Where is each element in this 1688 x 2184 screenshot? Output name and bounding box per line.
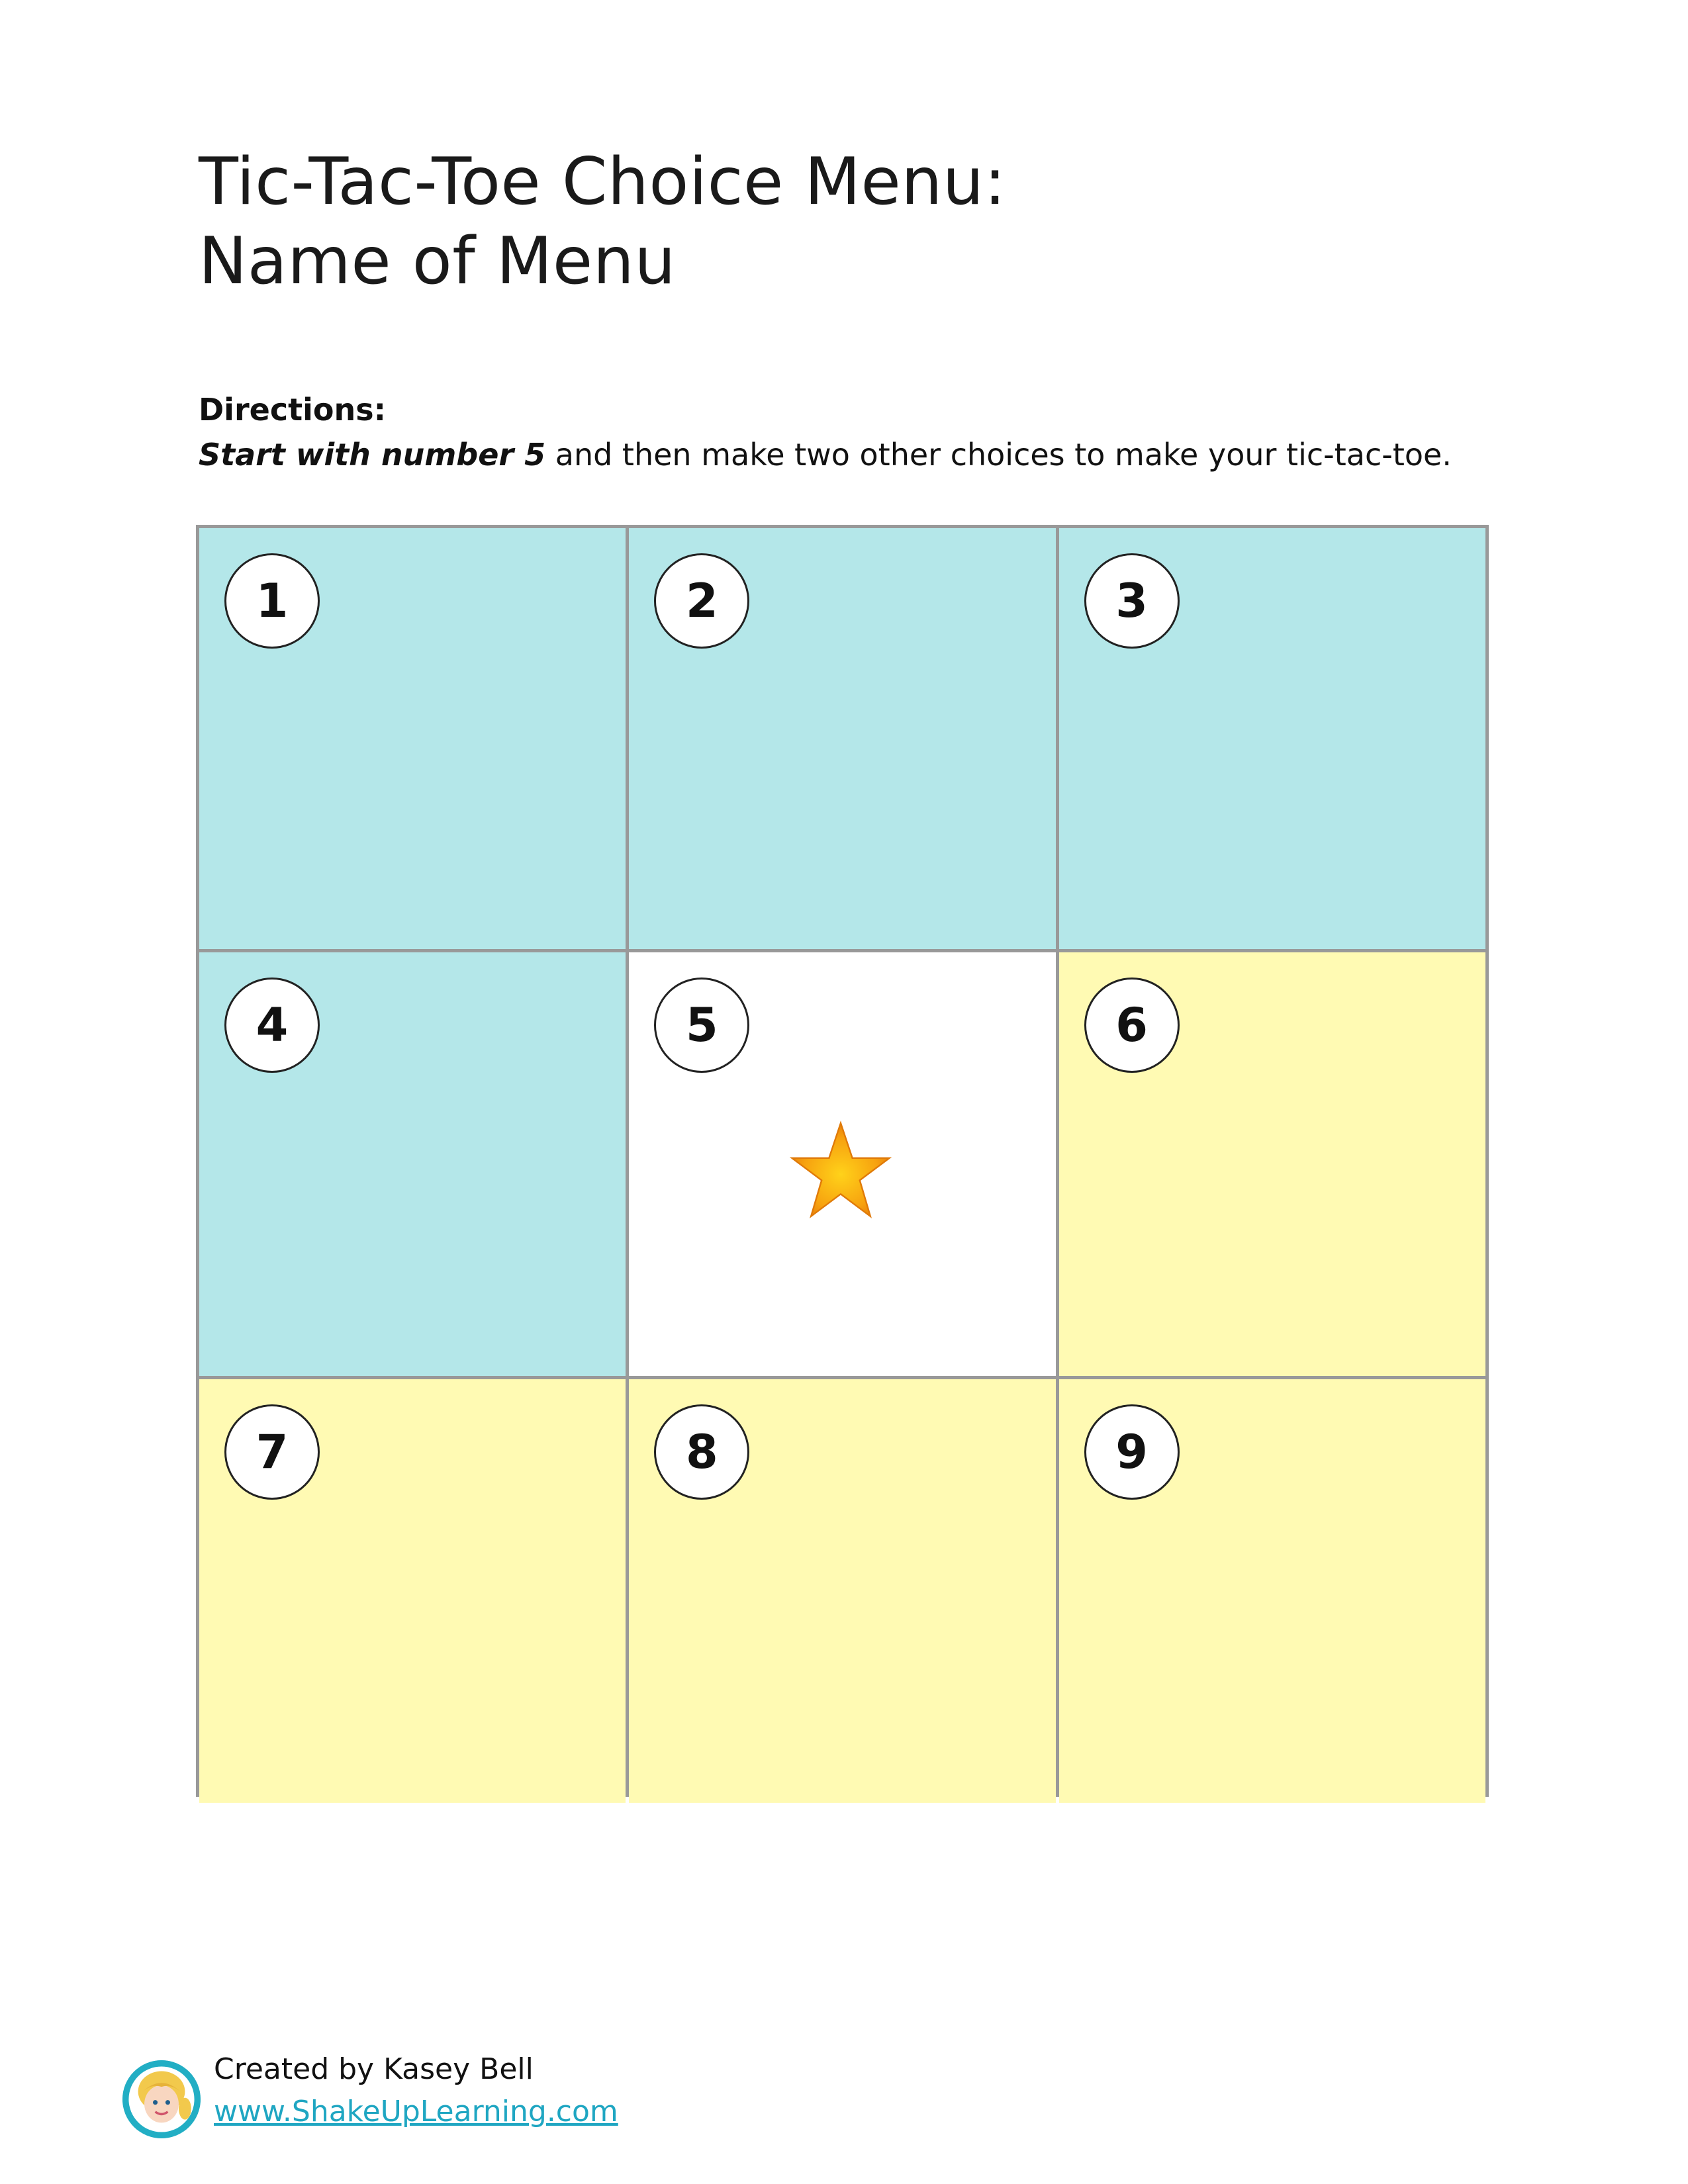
number-badge-6: 6 [1084,978,1180,1073]
star-icon [788,1118,894,1224]
title-line-2: Name of Menu [199,224,676,299]
number-badge-7: 7 [224,1404,320,1500]
number-badge-5: 5 [654,978,749,1073]
number-badge-1: 1 [224,553,320,649]
choice-cell-1[interactable] [199,528,626,949]
choice-grid [196,525,1489,1797]
choice-cell-5[interactable] [629,952,1055,1376]
footer [122,2048,784,2148]
number-badge-3: 3 [1084,553,1180,649]
number-badge-9: 9 [1084,1404,1180,1500]
choice-cell-6[interactable] [1059,952,1485,1376]
website-link[interactable]: www.ShakeUpLearning.com [214,2095,618,2128]
directions-text [199,432,1452,477]
credit-text: Created by Kasey Bell [214,2052,534,2086]
directions-emphasis: Start with number 5 [199,437,546,473]
choice-cell-8[interactable] [629,1379,1055,1803]
choice-cell-4[interactable] [199,952,626,1376]
title-line-1: Tic-Tac-Toe Choice Menu: [199,144,1007,220]
number-badge-2: 2 [654,553,749,649]
directions-rest: and then make two other choices to make your tic-tac-toe. [545,437,1452,473]
footer-text [214,2048,618,2133]
choice-cell-7[interactable] [199,1379,626,1803]
choice-cell-9[interactable] [1059,1379,1485,1803]
number-badge-8: 8 [654,1404,749,1500]
directions [199,387,1452,477]
directions-label: Directions: [199,392,386,428]
author-avatar-icon [122,2060,201,2138]
choice-cell-3[interactable] [1059,528,1485,949]
page-title [199,142,1006,301]
number-badge-4: 4 [224,978,320,1073]
choice-cell-2[interactable] [629,528,1055,949]
